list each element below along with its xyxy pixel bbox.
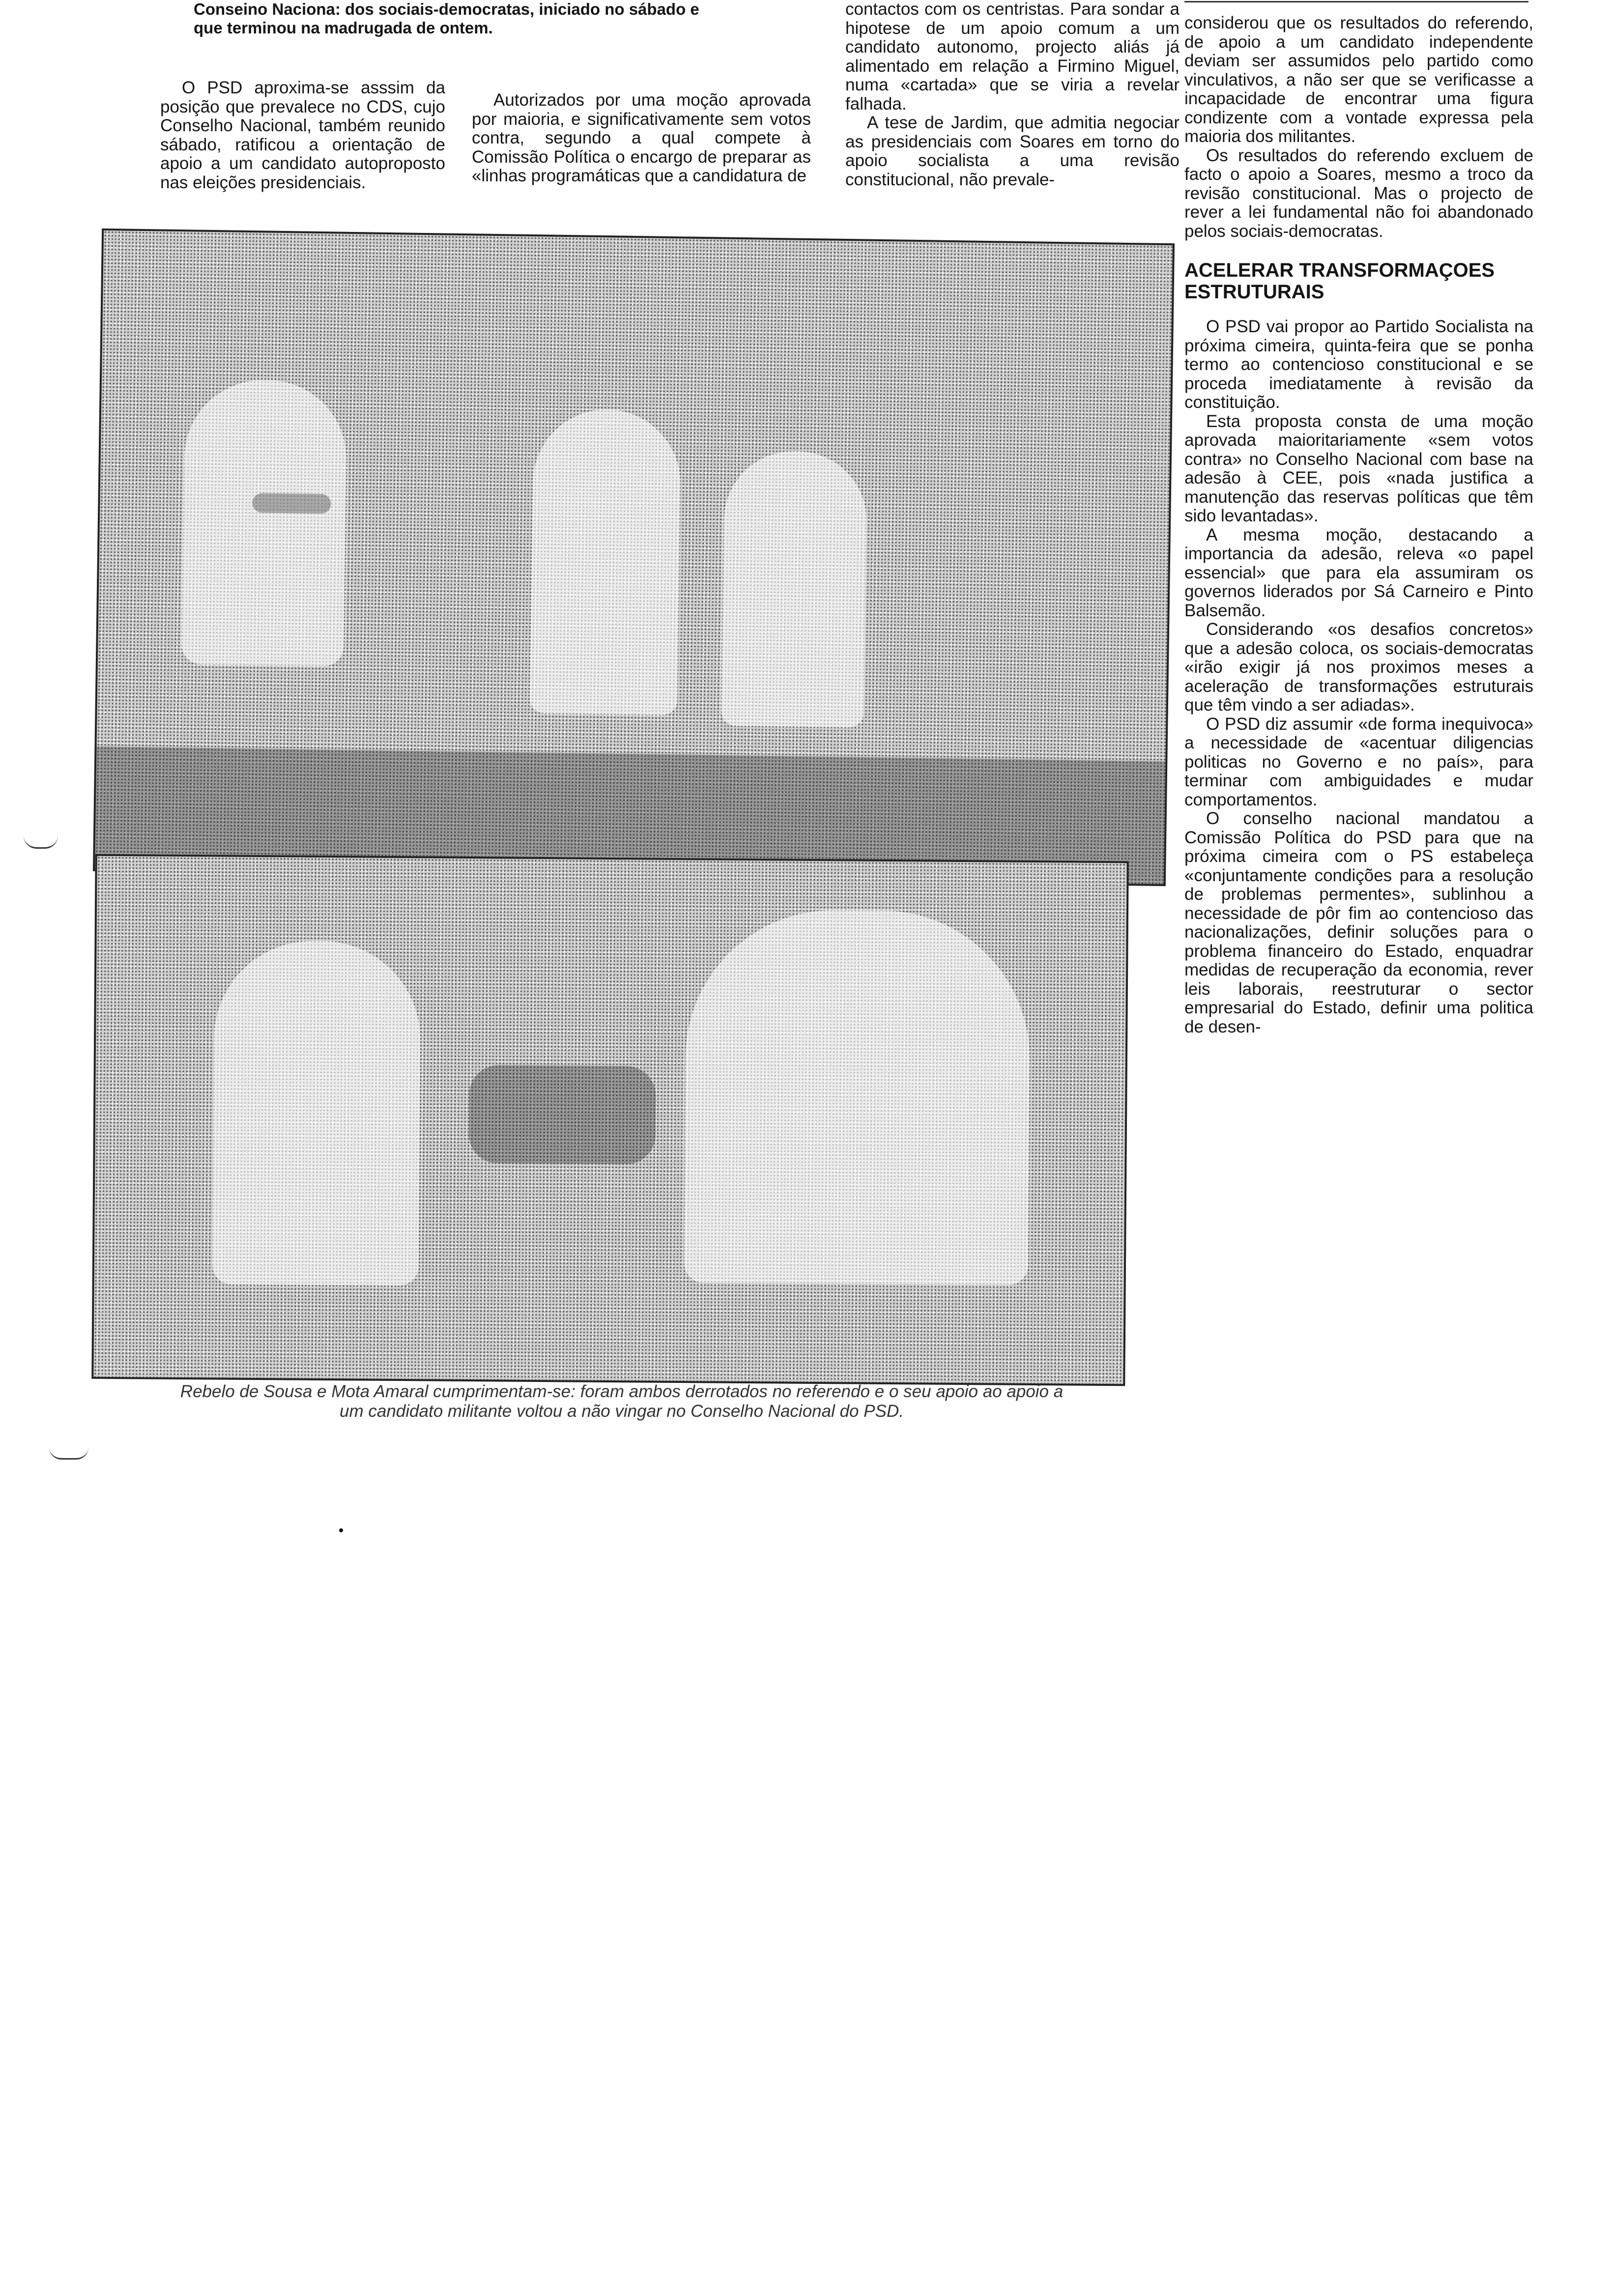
section-subhead: ACELERAR TRANSFORMAÇOES ESTRUTURAIS [1184, 259, 1495, 303]
col-d-paragraph-2: Os resultados do referendo excluem de facto o apoio a Soares, mesmo a troco da revisão constitucional. Mas o projecto de rever a lei fundamental não foi abandonado pelos sociais-democratas. [1184, 145, 1533, 241]
col-b-paragraph-1: Autorizados por uma moção aprovada por maioria, e significativamente sem votos contra, segundo a qual compete à Comissão Política o encargo de preparar as «linhas programáticas que a candidatura de [472, 90, 811, 185]
article-lead [172, 0, 811, 37]
col-d-paragraph-6: Considerando «os desafios concretos» que a adesão coloca, os sociais-democratas «irão exigir já nos proximos meses a aceleração de transformações estruturais que têm vindo a ser adiadas». [1184, 620, 1533, 715]
col-d-paragraph-5: A mesma moção, destacando a importancia da adesão, releva «o papel essencial» que para ela assumiram os governos liderados por Sá Carneiro e Pinto Balsemão. [1184, 525, 1533, 620]
column-d [1184, 0, 1533, 1036]
photo-figure-center [530, 408, 682, 715]
col-d-paragraph-1: considerou que os resultados do referendo, de apoio a um candidato independente deviam ser assumidos pelo partido como vinculativos, a não ser que se verificasse a incapacidade de encontrar uma figura condizente com a vontade expressa pela maioria dos militantes. [1184, 13, 1533, 146]
photo-bottom-hands [468, 1065, 656, 1165]
col-d-paragraph-8: O conselho nacional mandatou a Comissão Política do PSD para que na próxima cimeira com o PS estabeleça «conjuntamente condições para a resolução de problemas permentes», sublinhou a necessidade de pôr fim ao contencioso das nacionalizações, definir soluções para o problema financeiro do Estado, enquadrar medidas de recuperação da economia, rever leis laborais, reestruturar o sector empresarial do Estado, definir uma politica de desen- [1184, 809, 1533, 1036]
col-c-paragraph-2: A tese de Jardim, que admitia negociar as presidenciais com Soares em torno do apoio socialista a uma revisão constitucional, não prevale- [845, 113, 1180, 189]
caption-line-1: Rebelo de Sousa e Mota Amaral cumprimentam-se: foram ambos derrotados no referendo e o seu apoio ao apoio a [180, 1382, 1064, 1401]
scan-dot [339, 1528, 343, 1532]
scan-mark-left-2 [49, 1447, 88, 1460]
photo-figure-right [721, 451, 867, 728]
caption-line-2: um candidato militante voltou a não vingar no Conselho Nacional do PSD. [340, 1402, 904, 1421]
photo-figure-left [181, 379, 347, 666]
top-rule [1184, 1, 1528, 2]
photo-bottom-figure-left [212, 940, 421, 1286]
column-a [160, 79, 445, 192]
col-d-paragraph-4: Esta proposta consta de uma moção aprovada maioritariamente «sem votos contra» no Conselho Nacional com base na adesão à CEE, pois «nada justifica a manutenção das reservas políticas que têm sido levantadas». [1184, 411, 1533, 525]
column-c [845, 0, 1180, 189]
photo-bottom-figure-right [684, 909, 1031, 1285]
news-photo-bottom [91, 854, 1128, 1386]
column-b [472, 91, 811, 186]
lead-line-2: que terminou na madrugada de ontem. [194, 19, 493, 37]
col-a-paragraph-1: O PSD aproxima-se asssim da posição que prevalece no CDS, cujo Conselho Nacional, também reunido sábado, ratificou a orientação de apoio a um candidato autoproposto nas eleições presidenciais. [160, 78, 445, 192]
photo-caption [111, 1382, 1133, 1421]
col-c-paragraph-1: contactos com os centristas. Para sondar a hipotese de um apoio comum a um candidato autonomo, projecto aliás já alimentado em relação a Firmino Miguel, numa «cartada» que se viria a revelar falhada. [845, 0, 1180, 114]
col-d-paragraph-3: O PSD vai propor ao Partido Socialista na próxima cimeira, quinta-feira que se ponha termo ao contencioso constitucional e se proceda imediatamente à revisão da constituição. [1184, 317, 1533, 412]
news-photo-top [93, 229, 1175, 886]
photo-glasses [252, 493, 331, 514]
lead-line-1: Conseino Naciona: dos sociais-democratas, iniciado no sábado e [194, 0, 699, 18]
col-d-paragraph-7: O PSD diz assumir «de forma inequivoca» a necessidade de «acentuar diligencias politicas no Governo e no país», para terminar com ambiguidades e mudar comportamentos. [1184, 714, 1533, 809]
scan-mark-left-1 [24, 835, 58, 849]
